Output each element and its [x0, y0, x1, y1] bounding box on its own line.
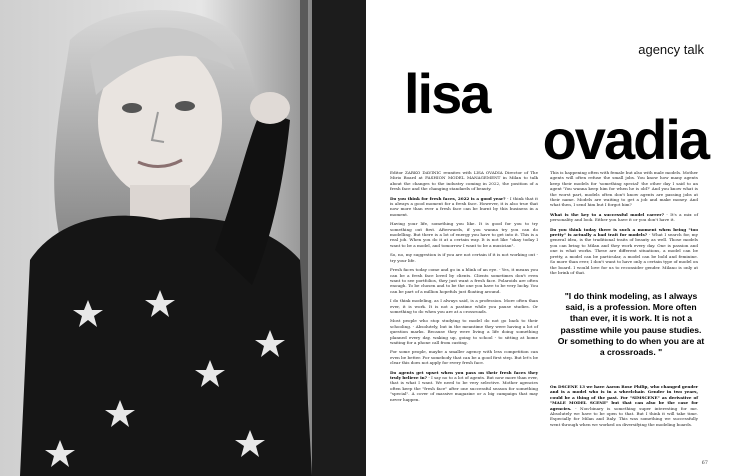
paragraph: I do think modeling, as I always said, is a profession. More often than ever, it is work. It is not a pastime while you pause studies. Or something to do when you are at a crossroads.	[390, 298, 538, 314]
pull-quote: "I do think modeling, as I always said, is a profession. More often than ever, it is work. It is not a passtime while you pause studies. Or something to do when you are at a crossroads. "	[557, 291, 705, 358]
paragraph: Do you think today there is such a moment when being "too pretty" is actually a bad trait for models? - What I search for, my general idea, is the traditional traits of beauty as well. Those models you can bring to Milan and they work every day. One is passion and one is what works. These are different situations, a model can be pretty, a model can be particular, a model can be bold and feminine. So more than ever, I don't want to have only a certain type of model on the board. I would love for us to reconsider gender. Milano is only at the brink of that.	[550, 226, 698, 275]
paragraph: Most people who stop studying to model do not go back to their schooling. - Absolutely, but in the meantime they were having a lot of question marks. Because they were living a life doing something planned every day, waking up, going to school - to sitting at home waiting for a phone call from casting.	[390, 318, 538, 345]
paragraph: For some people, maybe a smaller agency with less competition can even be better. For somebody that can be a good first step. But let's be clear this does not apply for every fresh face.	[390, 349, 538, 366]
title-last-name: ovadia	[542, 108, 708, 171]
paragraph: Editor ZARKO DAVINIC reunites with LISA OVADIA Director of The Mirio Board at FASHION MODEL MANAGEMENT in Milan to talk about the changes to the industry coming in 2022, the position of a fresh face and the changing standards of beauty.	[390, 170, 538, 192]
paragraph: On DSCENE 13 we have Aaron Rose Philip, who changed gender and is a model who is in a wheelchair. Gender in two years, could be a thing of the past. For "SIMSCENE" as derivative of "MALE MODEL SCENE" but that can also be the case for agencies. - Non-binary is something super interesting for me. Absolutely we have to be open to that. But I think it will take time. Especially for Milan and Italy. This was something we successfully went through when we worked on diversifying the modeling boards.	[550, 384, 698, 427]
article-column-2-continued	[550, 384, 698, 431]
paragraph: Do agents get upset when you pass on their fresh faces they truly believe in? - I say no to a lot of agents. But now more than ever, that is what I want. We need to be very selective. Mother agencies often keep the "fresh face" after one successful season for something "special". A cover of massive magazine or a big campaign that may never happen.	[390, 369, 538, 402]
paragraph: Do you think for fresh faces, 2022 is a good year? - I think that it is always a good moment for a fresh face. However, it is also true that now more than ever a fresh face can be burnt by this business in a moment.	[390, 195, 538, 217]
paragraph: This is happening often with female but also with male models. Mother agents will often refuse the small jobs. You know how many agents keep their models for 'something special' the other day I said to an agent 'You wanna keep him for when he is old?' And you know what is the worst part, models often don't know agents are passing jobs at their name. Models are waiting to get a job and make money. And what then, I send him but I forgot him?	[550, 170, 699, 208]
article-column-1	[390, 170, 538, 406]
page-number: 67	[701, 460, 708, 466]
article-column-2	[550, 170, 698, 279]
paragraph: Fresh faces today come and go in a blink of an eye. - Yes, it means you can be a fresh face loved by clients. Clients sometimes don't even want to see portfolios, they just want a fresh face. Polaroids are often enough. To be chosen and to be the one you have to be very lucky. You can be part of a million hopefuls just floating around.	[390, 267, 538, 294]
title-first-name: lisa	[404, 62, 490, 125]
paragraph: What is the key to a successful model career? - It's a mix of personality and look. Either you have it or you don't have it.	[550, 211, 698, 223]
article-page	[366, 0, 730, 476]
paragraph: Having your life, something you like. It is good for you to try something out first. Afterwards, if you wanna try you can do modelling. But there is a lot of energy you have to get into it. This is a real job. When you do it at a certain way. It is not like "okay today I want to be a model, and tomorrow I want to be a musician".	[390, 221, 538, 248]
paragraph: So, no, my suggestion is if you are not certain if it is not working out - try your life.	[390, 252, 538, 263]
section-label: agency talk	[638, 42, 704, 57]
